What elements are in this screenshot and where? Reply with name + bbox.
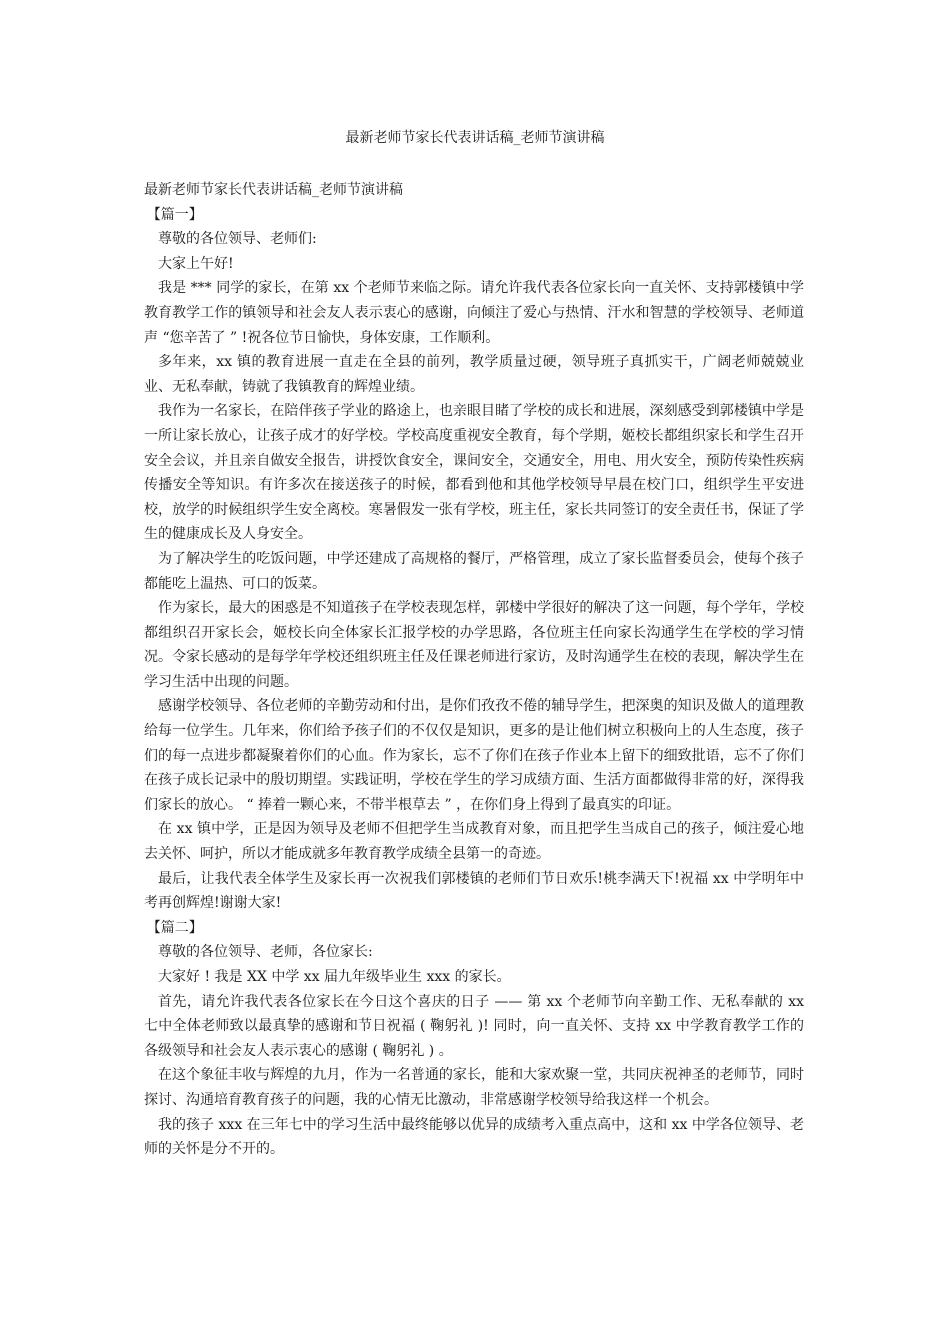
paragraph: 大家好 ! 我是 XX 中学 xx 届九年级毕业生 xxx 的家长。	[158, 969, 511, 985]
paragraph: 大家上午好!	[158, 255, 234, 272]
document-body	[144, 178, 804, 1162]
paragraph: 首先，请允许我代表各位家长在今日这个喜庆的日子 —— 第 xx 个老师节向辛勤工作、无私奉献的 xx 七中全体老师致以最真挚的感谢和节日祝福 ( 鞠躬礼 )! 同时，向一直关怀、支持 xx 中学教育教学工作的各级领导和社会友人表示衷心的感谢 ( 鞠躬礼 ) 。	[144, 993, 804, 1059]
paragraph: 我的孩子 xxx 在三年七中的学习生活中最终能够以优异的成绩考入重点高中，这和 xx 中学各位领导、老师的关怀是分不开的。	[144, 1116, 804, 1158]
paragraph: 尊敬的各位领导、老师，各位家长:	[158, 944, 373, 961]
paragraph: 多年来，xx 镇的教育进展一直走在全县的前列，教学质量过硬，领导班子真抓实干，广阔老师兢兢业业、无私奉献，铸就了我镇教育的辉煌业绩。	[144, 354, 804, 395]
paragraph: 在 xx 镇中学，正是因为领导及老师不但把学生当成教育对象，而且把学生当成自己的孩子，倾注爱心地去关怀、呵护，所以才能成就多年教育教学成绩全县第一的奇迹。	[144, 821, 804, 863]
paragraph: 在这个象征丰收与辉煌的九月，作为一名普通的家长，能和大家欢聚一堂，共同庆祝神圣的老师节，同时探讨、沟通培育教育孩子的问题，我的心情无比激动，非常感谢学校领导给我这样一个机会。	[144, 1067, 804, 1108]
paragraph: 为了解决学生的吃饭问题，中学还建成了高规格的餐厅，严格管理，成立了家长监督委员会，使每个孩子都能吃上温热、可口的饭菜。	[144, 550, 804, 592]
paragraph: 最后，让我代表全体学生及家长再一次祝我们郭楼镇的老师们节日欢乐!桃李满天下!祝福 xx 中学明年中考再创辉煌!谢谢大家!	[144, 870, 804, 912]
paragraph: 我是 *** 同学的家长，在第 xx 个老师节来临之际。请允许我代表各位家长向一直关怀、支持郭楼镇中学教育教学工作的镇领导和社会友人表示衷心的感谢，向倾注了爱心与热情、汗水和智慧的学校领导、老师道声 “您辛苦了 ” !祝各位节日愉快，身体安康，工作顺利。	[144, 280, 804, 346]
paragraph: 感谢学校领导、各位老师的辛勤劳动和付出，是你们孜孜不倦的辅导学生，把深奥的知识及做人的道理教给每一位学生。几年来，你们给予孩子们的不仅仅是知识，更多的是让他们树立积极向上的人生态度，孩子们的每一点进步都凝聚着你们的心血。作为家长，忘不了你们在孩子作业本上留下的细致批语，忘不了你们在孩子成长记录中的殷切期望。实践证明，学校在学生的学习成绩方面、生活方面都做得非常的好，深得我们家长的放心。 “ 捧着一颗心来，不带半根草去 ” ，在你们身上得到了最真实的印证。	[144, 698, 804, 813]
paragraph: 我作为一名家长，在陪伴孩子学业的路途上，也亲眼目睹了学校的成长和进展，深刻感受到郭楼镇中学是一所让家长放心，让孩子成才的好学校。学校高度重视安全教育，每个学期，姬校长都组织家长和学生召开安全会议，并且亲自做安全报告，讲授饮食安全，课间安全，交通安全，用电、用火安全，预防传染性疾病传播安全等知识。有许多次在接送孩子的时候，都看到他和其他学校领导早晨在校门口，组织学生平安进校，放学的时候组织学生安全离校。寒暑假发一张有学校，班主任，家长共同签订的安全责任书，保证了学生的健康成长及人身安全。	[144, 403, 804, 543]
paragraph: 尊敬的各位领导、老师们:	[158, 231, 317, 248]
document-subtitle: 最新老师节家长代表讲话稿_老师节演讲稿	[144, 182, 403, 198]
page-title: 最新老师节家长代表讲话稿_老师节演讲稿	[345, 130, 605, 146]
paragraph: 作为家长，最大的困惑是不知道孩子在学校表现怎样，郭楼中学很好的解决了这一问题，每个学年，学校都组织召开家长会，姬校长向全体家长汇报学校的办学思路，各位班主任向家长沟通学生在学校的学习情况。令家长感动的是每学年学校还组织班主任及任课老师进行家访，及时沟通学生在校的表现，解决学生在学习生活中出现的问题。	[144, 600, 804, 690]
section-heading-1: 【篇一】	[146, 206, 203, 223]
section-heading-2: 【篇二】	[146, 919, 203, 936]
